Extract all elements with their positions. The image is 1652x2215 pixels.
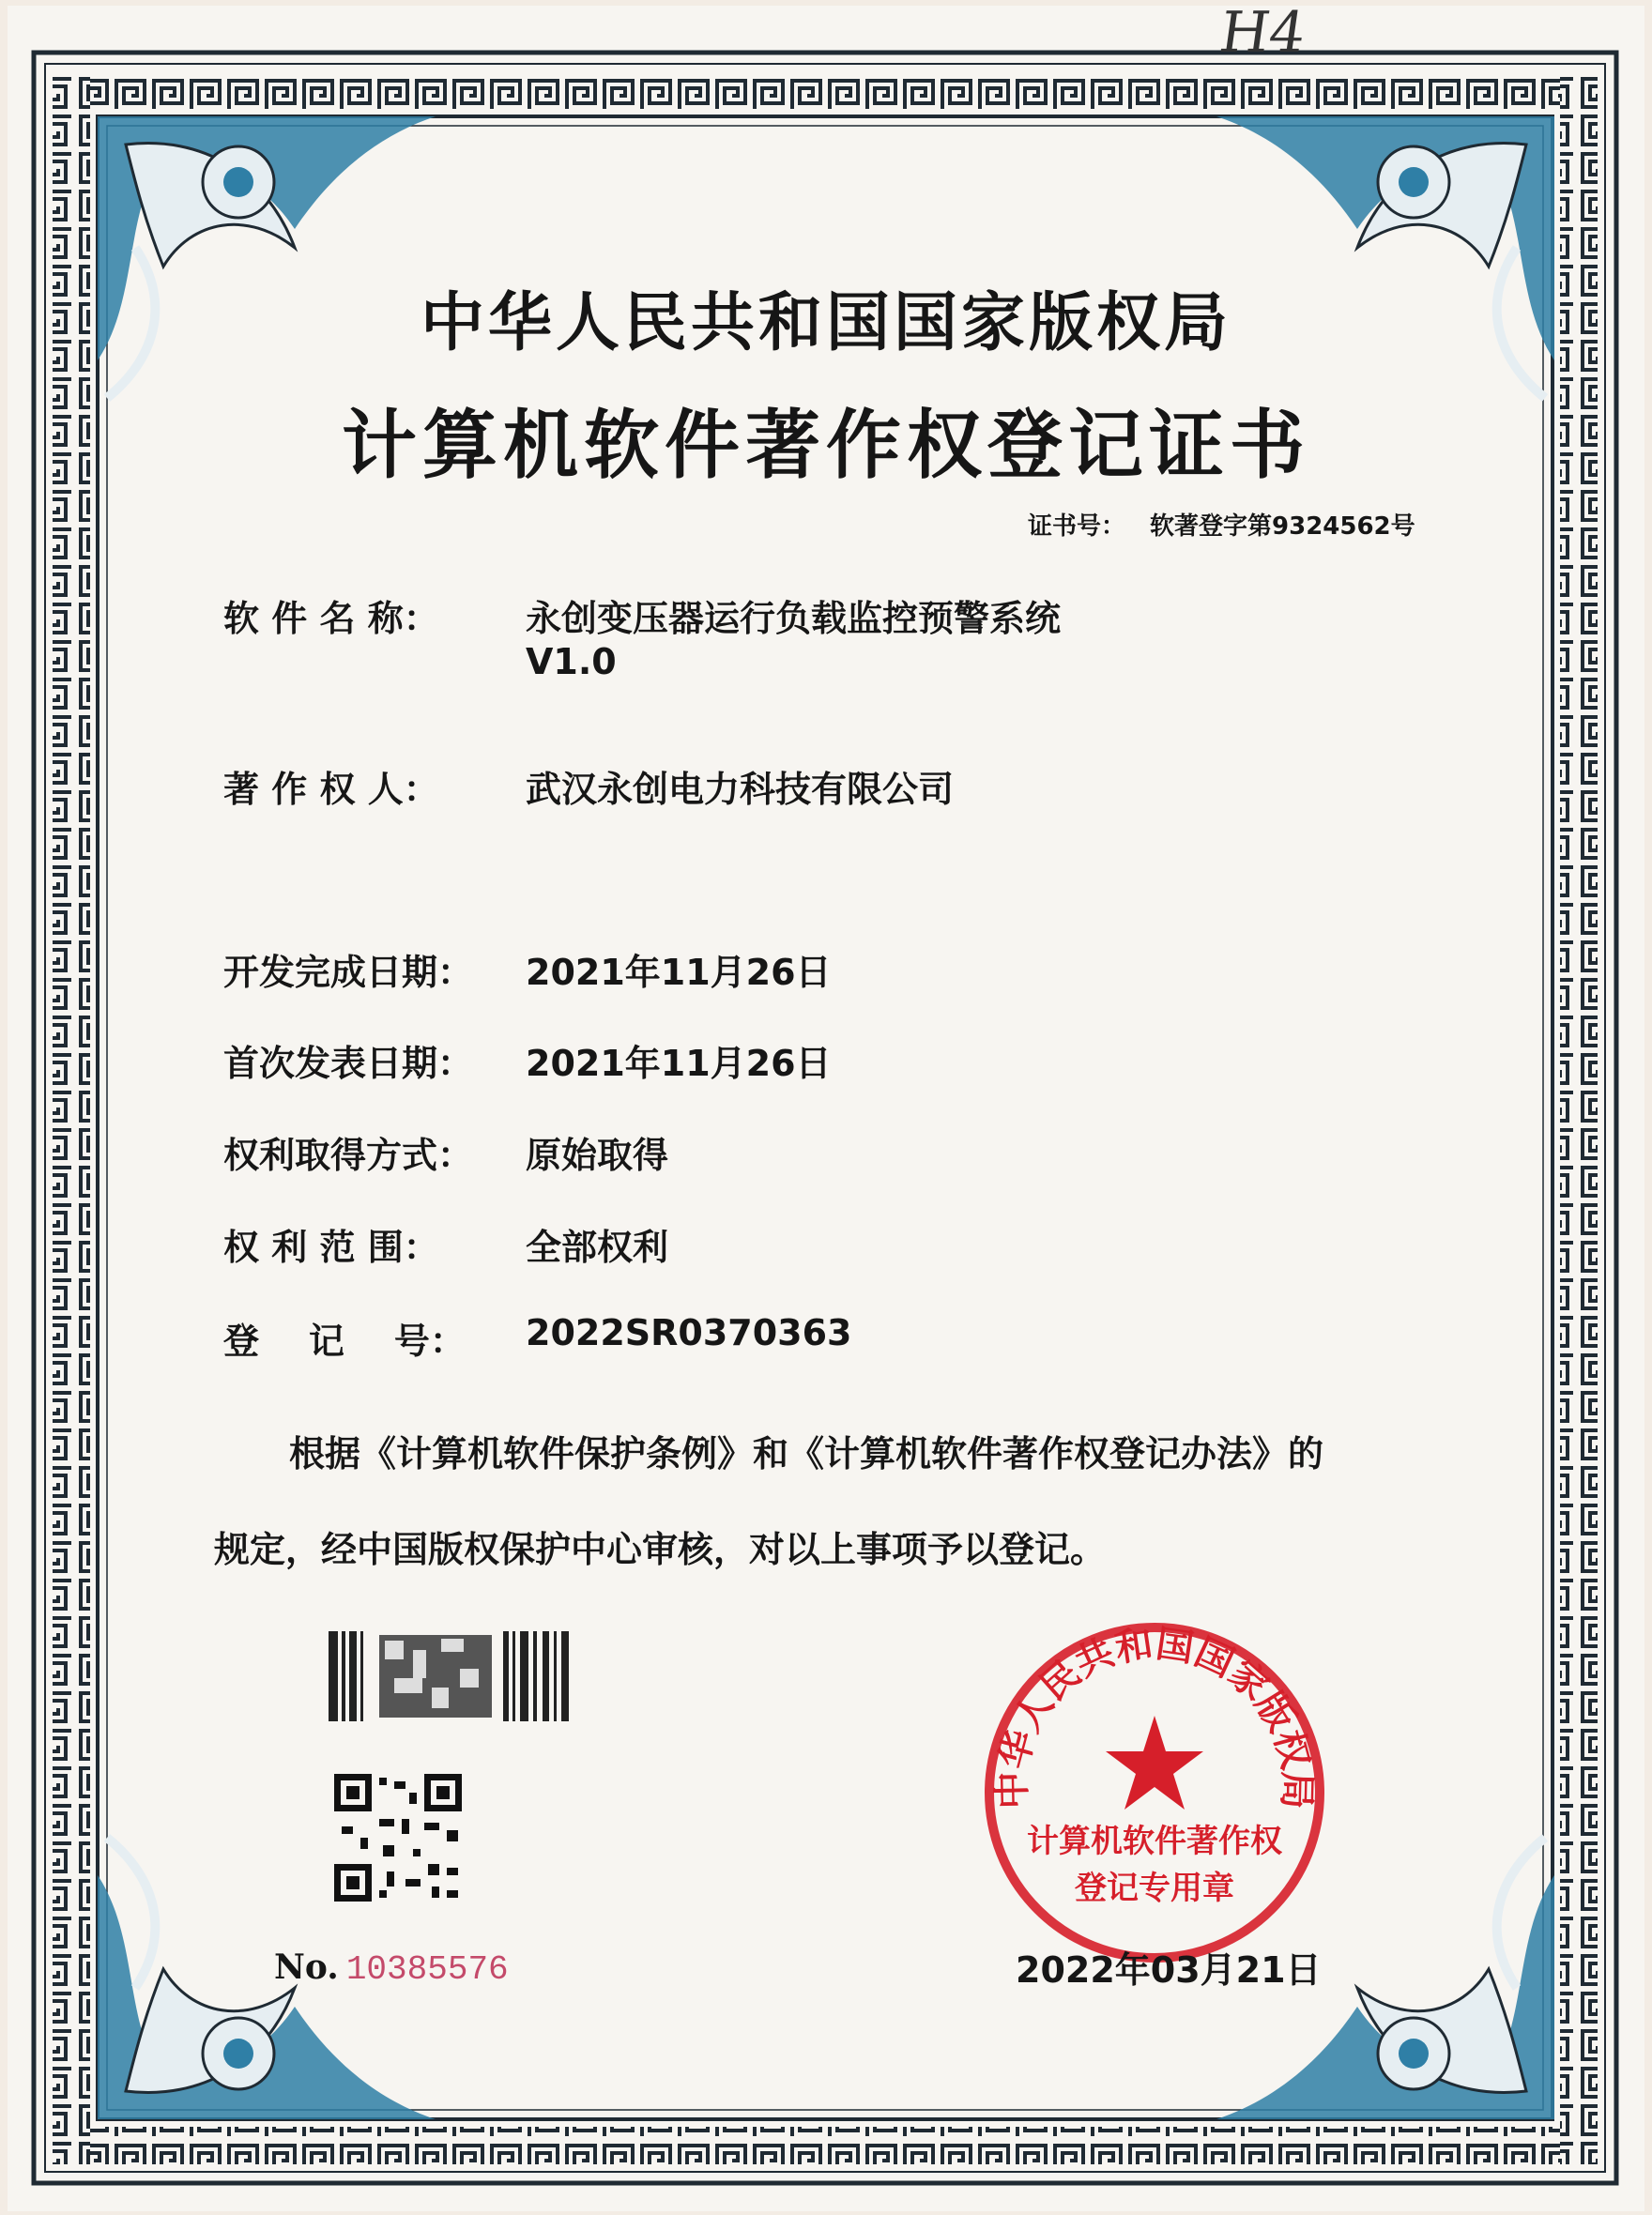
issuing-authority: 中华人民共和国国家版权局 [420,285,1231,360]
software-name-row [223,589,1061,682]
statement-line2: 规定，经中国版权保护中心审核，对以上事项予以登记。 [214,1529,1107,1570]
seal-inner-line1: 计算机软件著作权 [1027,1823,1282,1860]
publication-date-value: 2021年11月26日 [526,1043,832,1084]
serial-number-prefix: No. [274,1948,339,1987]
registration-number-label: 登 记 号： [223,1321,466,1362]
software-name-line1: 永创变压器运行负载监控预警系统 [526,598,1062,639]
acquisition-method-label: 权利取得方式： [223,1135,474,1176]
publication-date-row [223,1034,832,1086]
serial-number-value: 10385576 [345,1950,509,1989]
certificate-number [1028,507,1415,542]
serial-number [274,1948,509,1989]
rights-scope-value: 全部权利 [526,1227,669,1268]
rights-scope-label: 权 利 范 围： [223,1227,439,1268]
certificate-title: 计算机软件著作权登记证书 [342,401,1310,489]
software-name-value [526,589,1061,682]
copyright-owner-row [223,760,954,812]
publication-date-label: 首次发表日期： [223,1043,474,1084]
registration-number-value: 2022SR0370363 [526,1312,852,1353]
qr-code [334,1774,462,1902]
statement-line1: 根据《计算机软件保护条例》和《计算机软件著作权登记办法》的 [289,1433,1324,1474]
handwritten-mark: H4 [1216,0,1310,66]
copyright-owner-label: 著 作 权 人： [223,769,439,810]
software-name-label: 软 件 名 称： [223,598,439,639]
copyright-owner-value: 武汉永创电力科技有限公司 [526,769,955,810]
certificate-number-value: 软著登字第9324562号 [1150,512,1415,541]
certificate-number-label: 证书号： [1028,512,1126,541]
barcode [329,1631,569,1721]
seal-inner-line2: 登记专用章 [1075,1870,1234,1907]
seal-outer-text: 中华人民共和国国家版权局 [990,1622,1319,1810]
development-date-value: 2021年11月26日 [526,952,832,993]
issue-date: 2022年03月21日 [1016,1949,1322,1991]
development-date-row [223,943,832,995]
software-name-line2: V1.0 [526,641,617,682]
acquisition-method-row [223,1126,668,1178]
acquisition-method-value: 原始取得 [526,1135,669,1176]
rights-scope-row [223,1218,668,1270]
registration-number-row [223,1312,851,1364]
development-date-label: 开发完成日期： [223,952,474,993]
official-seal [976,1614,1333,1971]
